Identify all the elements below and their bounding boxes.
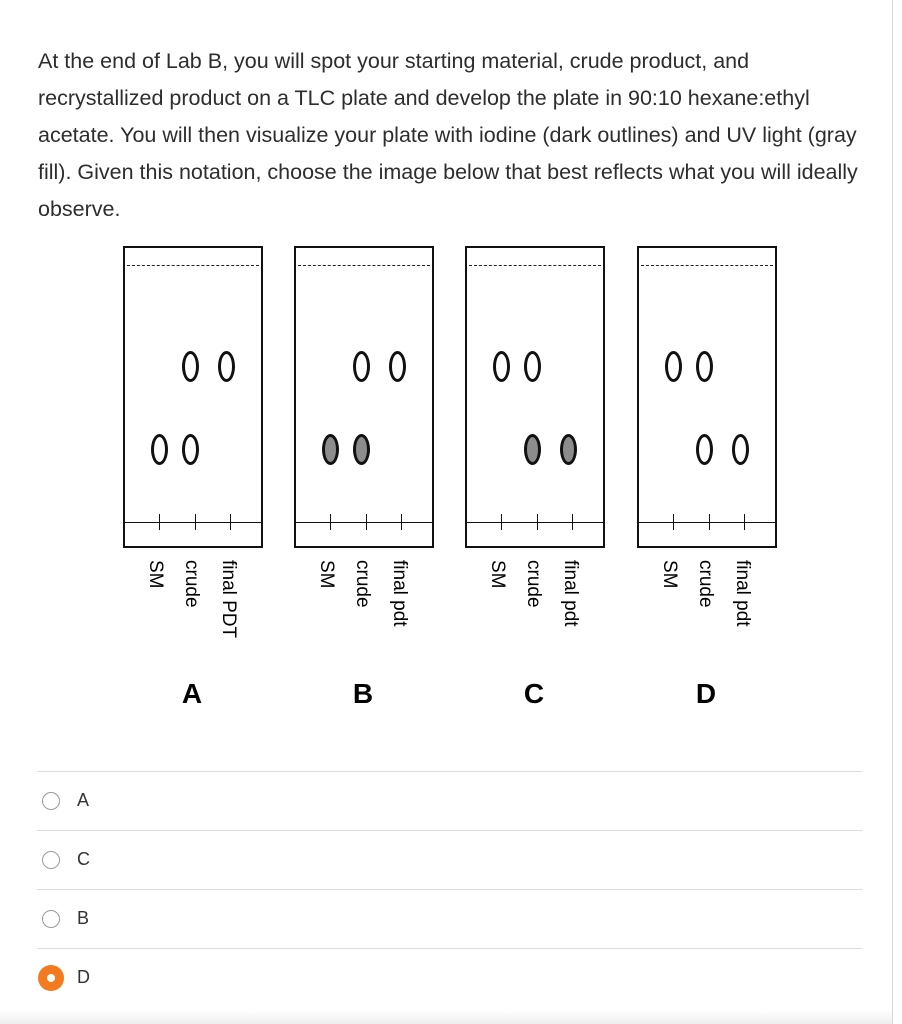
spot-final [732,434,749,465]
lane-label-sm: SM [659,560,680,589]
bottom-shade [0,1010,892,1024]
tlc-plate-c [465,246,605,548]
lane-tick-crude [537,514,538,530]
option-d[interactable] [37,948,862,1007]
spot-final [218,351,235,382]
question-text: At the end of Lab B, you will spot your starting material, crude product, and recrystallized product on a TLC plate and develop the plate in 90:10 hexane:ethyl acetate. You will then visualize your plate with iodine (dark outlines) and UV light (gray fill). Given this notation, choose the image below that best reflects what you will ideally observe. [38,49,858,221]
spot-crude [182,434,199,465]
spot-crude-upper [524,351,541,382]
tlc-plate-a [123,246,263,548]
solvent-front [127,265,259,266]
lane-label-crude: crude [352,560,373,608]
spot-sm [665,351,682,382]
spot-crude [696,434,713,465]
option-a[interactable] [37,771,862,830]
lane-tick-sm [673,514,674,530]
lane-label-final: final PDT [218,560,239,639]
lane-label-final: final pdt [560,560,581,627]
lane-tick-crude [366,514,367,530]
lane-tick-final [230,514,231,530]
radio-button[interactable] [42,792,60,810]
spot-crude-upper [182,351,199,382]
spot-crude-upper [353,351,370,382]
plate-letter-b: B [352,678,374,709]
answer-options [37,771,862,1007]
plate-letter-c: C [523,678,545,709]
option-label: D [77,967,90,987]
origin-line [467,522,603,523]
option-b[interactable] [37,889,862,948]
origin-line [639,522,775,523]
lane-label-sm: SM [145,560,166,589]
radio-button[interactable] [42,851,60,869]
spot-sm [493,351,510,382]
lane-tick-sm [501,514,502,530]
lane-label-crude: crude [523,560,544,608]
lane-label-final: final pdt [389,560,410,627]
lane-label-crude: crude [181,560,202,608]
origin-line [296,522,432,523]
tlc-plate-d [637,246,777,548]
option-label: C [77,849,90,869]
option-c[interactable] [37,830,862,889]
lane-label-final: final pdt [732,560,753,627]
option-label: A [77,790,90,810]
solvent-front [469,265,601,266]
radio-button[interactable] [42,910,60,928]
lane-tick-crude [195,514,196,530]
lane-label-sm: SM [316,560,337,589]
tlc-plate-b [294,246,434,548]
spot-crude-upper [696,351,713,382]
solvent-front [298,265,430,266]
plate-letter-d: D [695,678,717,709]
lane-tick-final [744,514,745,530]
lane-tick-final [572,514,573,530]
solvent-front [641,265,773,266]
plate-letter-a: A [181,678,203,709]
lane-tick-final [401,514,402,530]
lane-label-crude: crude [695,560,716,608]
spot-crude [524,434,541,465]
lane-tick-sm [159,514,160,530]
option-label: B [77,908,90,928]
spot-sm [151,434,168,465]
origin-line [125,522,261,523]
spot-crude [353,434,370,465]
lane-tick-sm [330,514,331,530]
radio-button-selected[interactable] [38,965,64,991]
lane-tick-crude [709,514,710,530]
spot-sm [322,434,339,465]
spot-final [389,351,406,382]
spot-final [560,434,577,465]
lane-label-sm: SM [487,560,508,589]
